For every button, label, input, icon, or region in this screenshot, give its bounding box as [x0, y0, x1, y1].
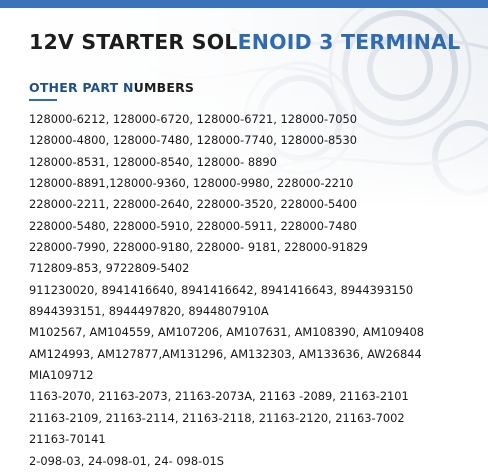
title-accent: ENOID 3 TERMINAL	[237, 30, 461, 54]
section-heading	[29, 80, 194, 95]
list-item: 2-098-03, 24-098-01, 24- 098-01S	[29, 453, 224, 468]
list-item: AM124993, AM127877,AM131296, AM132303, AM133636, AW26844	[29, 346, 422, 361]
list-item: 128000-8531, 128000-8540, 128000- 8890	[29, 154, 277, 169]
list-item: M102567, AM104559, AM107206, AM107631, AM108390, AM109408	[29, 325, 425, 340]
list-item: MIA109712	[29, 368, 94, 383]
section-heading-rest: UMBERS	[133, 80, 195, 95]
list-item: 21163-2109, 21163-2114, 21163-2118, 21163-2120, 21163-7002	[29, 410, 405, 425]
list-item: 228000-2211, 228000-2640, 228000-3520, 228000-5400	[29, 197, 358, 212]
list-item: 228000-5480, 228000-5910, 228000-5911, 228000-7480	[29, 218, 358, 233]
top-accent-bar	[0, 0, 488, 8]
section-heading-accent: OTHER PART N	[29, 80, 134, 95]
part-numbers-list	[29, 109, 424, 472]
page-title	[29, 30, 460, 54]
list-item: 128000-4800, 128000-7480, 128000-7740, 128000-8530	[29, 133, 358, 148]
list-item: 228000-7990, 228000-9180, 228000- 9181, 228000-91829	[29, 240, 368, 255]
list-item: 128000-6212, 128000-6720, 128000-6721, 128000-7050	[29, 112, 358, 126]
list-item: 21163-70141	[29, 432, 106, 447]
list-item: 1163-2070, 21163-2073, 21163-2073A, 21163 -2089, 21163-2101	[29, 389, 409, 404]
list-item: 911230020, 8941416640, 8941416642, 8941416643, 8944393150	[29, 282, 414, 297]
title-main: 12V STARTER SOL	[29, 30, 238, 54]
list-item: 8944393151, 8944497820, 8944807910A	[29, 304, 269, 319]
list-item: 712809-853, 9722809-5402	[29, 261, 190, 276]
section-heading-underline	[29, 99, 57, 101]
list-item: 128000-8891,128000-9360, 128000-9980, 228000-2210	[29, 176, 354, 191]
